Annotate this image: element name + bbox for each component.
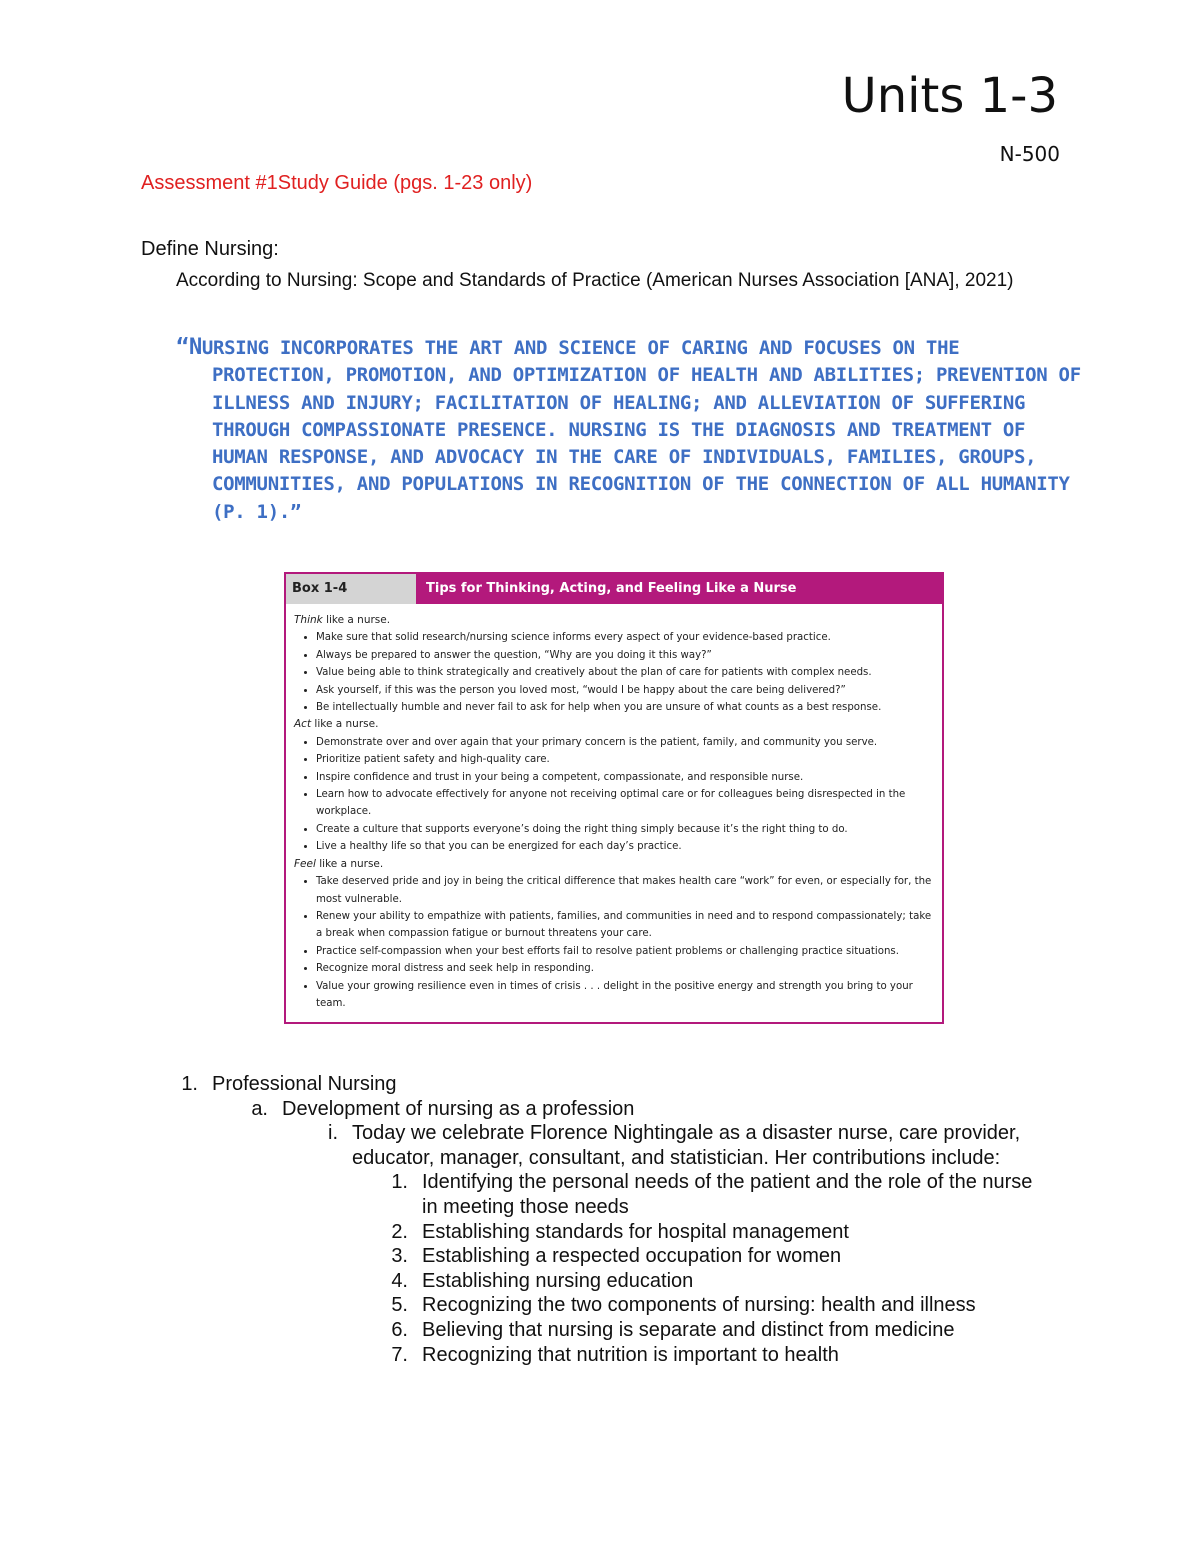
box-bullet-item: • Prioritize patient safety and high-quality care. (316, 751, 934, 768)
outline-number: 6. (391, 1318, 408, 1341)
outline-letter: a. (251, 1097, 268, 1120)
box-bullet-item: • Practice self-compassion when your best efforts fail to resolve patient problems or challenging practice situations. (316, 943, 934, 960)
section-rest: like a nurse. (322, 614, 391, 626)
outline-number: 5. (391, 1294, 408, 1317)
tips-box-body (286, 604, 942, 1012)
outline-number: 2. (391, 1220, 408, 1243)
box-bullet-item: • Always be prepared to answer the question, “Why are you doing it this way?” (316, 647, 934, 664)
contributions-list (176, 1170, 1036, 1367)
contribution-item (176, 1220, 1036, 1245)
box-bullet-item: • Make sure that solid research/nursing science informs every aspect of your evidence-based practice. (316, 629, 934, 646)
outline-text: Establishing standards for hospital management (422, 1220, 849, 1243)
nursing-definition-quote (176, 334, 1084, 526)
box-section-heading (294, 856, 934, 873)
outline-text: Identifying the personal needs of the patient and the role of the nurse in meeting those needs (422, 1171, 1033, 1218)
outline-text: Establishing a respected occupation for women (422, 1245, 842, 1268)
outline-text: Development of nursing as a profession (282, 1097, 635, 1120)
course-code: N-500 (999, 142, 1060, 166)
outline-text: Recognizing that nutrition is important to health (422, 1343, 839, 1366)
study-guide-heading: Assessment #1Study Guide (pgs. 1-23 only) (141, 172, 533, 194)
box-title: Tips for Thinking, Acting, and Feeling Like a Nurse (416, 574, 942, 604)
box-bullet-item: • Be intellectually humble and never fail to ask for help when you are unsure of what counts as a best response. (316, 699, 934, 716)
quote-text: URSING INCORPORATES THE ART AND SCIENCE OF CARING AND FOCUSES ON THE PROTECTION, PROMOTION, AND OPTIMIZATION OF HEALTH AND ABILITIES; PREVENTION OF ILLNESS AND INJURY; FACILITATION OF HEALING; AND ALLEVIATION OF SUFFERING THROUGH COMPASSIONATE PRESENCE. NURSING IS THE DIAGNOSIS AND TREATMENT OF HUMAN RESPONSE, AND ADVOCACY IN THE CARE OF INDIVIDUALS, FAMILIES, GROUPS, COMMUNITIES, AND POPULATIONS IN RECOGNITION OF THE CONNECTION OF ALL HUMANITY (P. 1).” (201, 337, 1081, 523)
box-bullet-list (294, 873, 934, 1012)
box-bullet-item: • Create a culture that supports everyone’s doing the right thing simply because it’s the right thing to do. (316, 821, 934, 838)
tips-box-header (286, 574, 942, 604)
contribution-item (176, 1293, 1036, 1318)
box-bullet-item: • Value being able to think strategically and creatively about the plan of care for patients with complex needs. (316, 664, 934, 681)
contribution-item (176, 1170, 1036, 1219)
box-bullet-list (294, 629, 934, 716)
box-bullet-item: • Demonstrate over and over again that your primary concern is the patient, family, and community you serve. (316, 734, 934, 751)
section-verb: Think (294, 614, 323, 626)
section-verb: Act (294, 718, 312, 731)
define-nursing-label: Define Nursing: (141, 238, 279, 260)
tips-box (284, 572, 944, 1024)
outline-roman: i. (328, 1122, 338, 1145)
box-bullet-list (294, 734, 934, 856)
contribution-item (176, 1318, 1036, 1343)
section-rest: like a nurse. (311, 718, 379, 731)
outline-text: Establishing nursing education (422, 1269, 694, 1292)
outline-text: Believing that nursing is separate and distinct from medicine (422, 1318, 955, 1341)
box-bullet-item: • Value your growing resilience even in times of crisis . . . delight in the positive energy and strength you bring to your team. (316, 978, 934, 1013)
box-bullet-item: • Inspire confidence and trust in your being a competent, compassionate, and responsible nurse. (316, 769, 934, 786)
outline-level-2 (176, 1097, 1036, 1122)
outline-number: 1. (181, 1073, 198, 1095)
outline-text: Today we celebrate Florence Nightingale as a disaster nurse, care provider, educator, manager, consultant, and statistician. Her contributions include: (352, 1122, 1021, 1169)
outline-level-3 (176, 1121, 1036, 1170)
box-bullet-item: • Renew your ability to empathize with patients, families, and communities in need and to respond compassionately; take a break when compassion fatigue or burnout threatens your care. (316, 908, 934, 943)
section-rest: like a nurse. (315, 857, 384, 870)
box-bullet-item: • Learn how to advocate effectively for anyone not receiving optimal care or for colleagues being disrespected in the workplace. (316, 786, 934, 821)
contribution-item (176, 1244, 1036, 1269)
box-label: Box 1-4 (286, 574, 416, 604)
box-section-heading (294, 612, 934, 629)
box-bullet-item: • Live a healthy life so that you can be energized for each day’s practice. (316, 838, 934, 855)
outline-number: 4. (391, 1269, 408, 1292)
outline-number: 7. (391, 1343, 408, 1366)
document-title: Units 1-3 (841, 68, 1058, 124)
box-bullet-item: • Ask yourself, if this was the person you loved most, “would I be happy about the care being delivered?” (316, 682, 934, 699)
section-verb: Feel (294, 857, 316, 870)
outline-level-1 (176, 1072, 1036, 1097)
contribution-item (176, 1269, 1036, 1294)
source-citation: According to Nursing: Scope and Standards of Practice (American Nurses Association [ANA], 2021) (176, 270, 1014, 291)
outline (176, 1072, 1036, 1367)
outline-number: 1. (391, 1171, 408, 1194)
contribution-item (176, 1343, 1036, 1368)
outline-text: Recognizing the two components of nursing: health and illness (422, 1294, 976, 1317)
box-bullet-item: • Take deserved pride and joy in being the critical difference that makes health care “work” for even, or especially for, the most vulnerable. (316, 873, 934, 908)
box-bullet-item: • Recognize moral distress and seek help in responding. (316, 960, 934, 977)
outline-number: 3. (391, 1245, 408, 1268)
box-section-heading (294, 716, 934, 733)
quote-lead: “N (176, 335, 202, 360)
outline-text: Professional Nursing (212, 1073, 397, 1095)
